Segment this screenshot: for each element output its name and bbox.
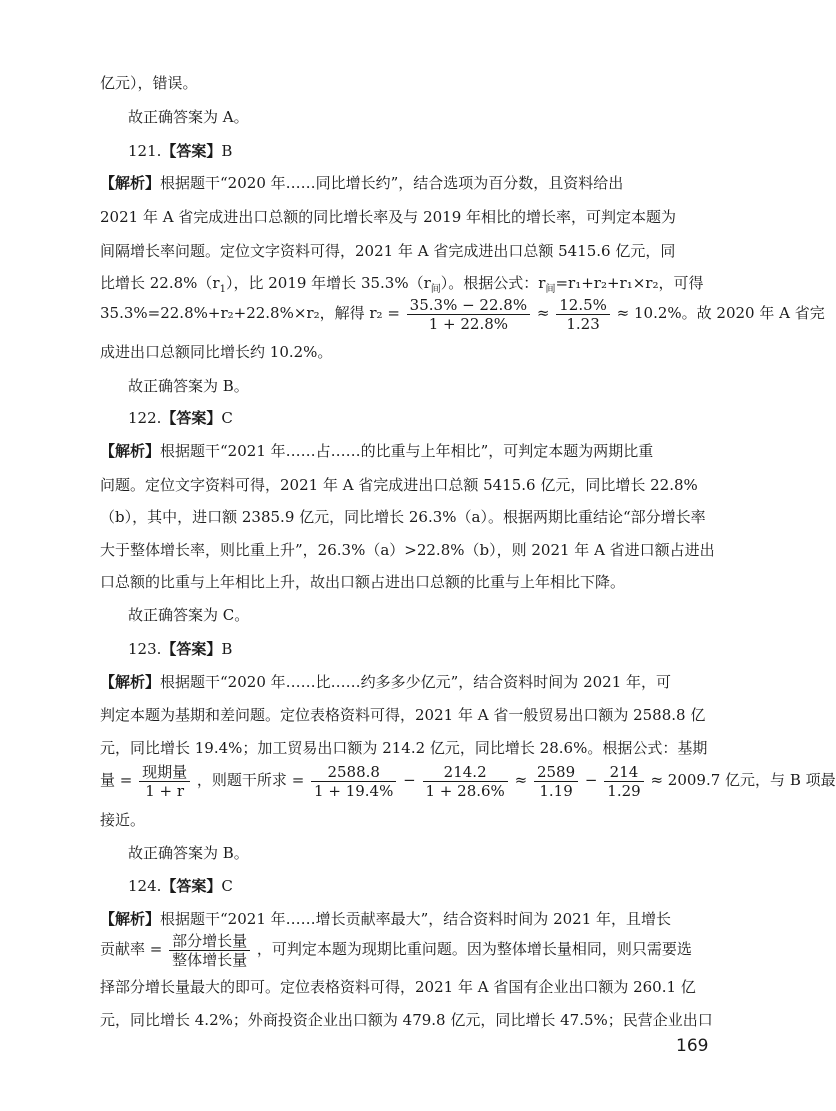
answer-letter: B [221,142,233,160]
paragraph-line: 间隔增长率问题。定位文字资料可得，2021 年 A 省完成进出口总额 5415.6 亿元，同 [100,242,676,260]
approx-sign: ≈ [514,771,528,789]
answer-tag: 【答案】 [161,877,222,895]
question-header-121 [128,141,232,161]
denominator: 整体增长量 [172,950,248,969]
page-number: 169 [676,1036,709,1056]
fraction [556,296,610,333]
answer-letter: C [221,409,233,427]
text-segment: =r₁+r₂+r₁×r₂，可得 [555,274,704,292]
explanation-line [100,441,653,461]
paragraph-line: 口总额的比重与上年相比上升，故出口额占进出口总额的比重与上年相比下降。 [100,573,626,591]
question-number: 122. [128,409,162,427]
answer-letter: C [221,877,233,895]
explanation-line [100,173,623,193]
fraction [139,763,190,800]
minus-sign: − [584,771,598,789]
paragraph-line: 接近。 [100,811,146,829]
denominator: 1.29 [607,781,641,800]
numerator: 部分增长量 [169,932,250,951]
explanation-text: 根据题干“2020 年……同比增长约”，结合选项为百分数，且资料给出 [160,174,624,192]
question-number: 121. [128,142,162,160]
text-segment: ）。根据公式：r [440,274,546,292]
explanation-text: 根据题干“2021 年……增长贡献率最大”，结合资料时间为 2021 年，且增长 [160,910,672,928]
explanation-text: 根据题干“2021 年……占……的比重与上年相比”，可判定本题为两期比重 [160,442,654,460]
subscript: 间 [545,284,556,295]
text-segment: ≈ 2009.7 亿元，与 B 项最 [650,771,836,789]
paragraph-line: 亿元），错误。 [100,74,198,92]
fraction [423,763,508,800]
numerator: 2588.8 [311,763,396,782]
paragraph-line: 问题。定位文字资料可得，2021 年 A 省完成进出口总额 5415.6 亿元，同比增长 22.8% [100,476,698,494]
fraction [311,763,396,800]
question-header-124 [128,876,233,896]
text-segment: ≈ 10.2%。故 2020 年 A 省完 [616,304,825,322]
question-number: 124. [128,877,162,895]
numerator: 2589 [534,763,578,782]
question-header-122 [128,408,233,428]
paragraph-line: 元，同比增长 19.4%；加工贸易出口额为 214.2 亿元，同比增长 28.6%。根据公式：基期 [100,739,708,757]
explanation-line [100,909,671,929]
paragraph-line: 元，同比增长 4.2%；外商投资企业出口额为 479.8 亿元，同比增长 47.5%；民营企业出口 [100,1011,713,1029]
answer-tag: 【答案】 [161,142,222,160]
answer-statement: 故正确答案为 B。 [128,844,249,862]
subscript: 1 [219,284,226,295]
question-header-123 [128,639,232,659]
formula-line [100,929,692,969]
formula-line [100,760,836,800]
numerator: 35.3% − 22.8% [407,296,530,315]
fraction [407,296,530,333]
minus-sign: − [403,771,416,789]
explanation-tag: 【解析】 [100,174,161,192]
numerator: 现期量 [139,763,190,782]
denominator: 1 + r [145,781,185,800]
paragraph-line: 成进出口总额同比增长约 10.2%。 [100,343,333,361]
text-segment: ，可判定本题为现期比重问题。因为整体增长量相同，则只需要选 [256,940,692,958]
answer-letter: B [221,640,233,658]
paragraph-line: 择部分增长量最大的即可。定位表格资料可得，2021 年 A 省国有企业出口额为 260.1 亿 [100,978,696,996]
formula-line [100,293,825,333]
paragraph-line: 大于整体增长率，则比重上升”，26.3%（a）>22.8%（b），则 2021 年 A 省进口额占进出 [100,541,715,559]
text-segment: 贡献率 = [100,940,163,958]
paragraph-line: 2021 年 A 省完成进出口总额的同比增长率及与 2019 年相比的增长率，可判定本题为 [100,208,677,226]
numerator: 214.2 [423,763,508,782]
approx-sign: ≈ [536,304,550,322]
answer-tag: 【答案】 [161,640,222,658]
denominator: 1 + 22.8% [428,314,509,333]
answer-statement: 故正确答案为 A。 [128,108,249,126]
answer-statement: 故正确答案为 C。 [128,606,250,624]
fraction [534,763,578,800]
text-segment: 量 = [100,771,133,789]
paragraph-line: 判定本题为基期和差问题。定位表格资料可得，2021 年 A 省一般贸易出口额为 2588.8 亿 [100,706,706,724]
denominator: 1 + 28.6% [425,781,505,800]
text-segment: 35.3%=22.8%+r₂+22.8%×r₂，解得 r₂ = [100,304,400,322]
numerator: 12.5% [556,296,610,315]
explanation-tag: 【解析】 [100,673,161,691]
denominator: 1 + 19.4% [314,781,394,800]
paragraph-line: （b），其中，进口额 2385.9 亿元，同比增长 26.3%（a）。根据两期比重结论“部分增长率 [100,508,706,526]
denominator: 1.23 [566,314,600,333]
text-segment: 比增长 22.8%（r [100,274,220,292]
fraction [169,932,250,969]
text-segment: ，则题干所求 = [196,771,305,789]
explanation-tag: 【解析】 [100,910,161,928]
subscript: 间 [430,284,441,295]
answer-tag: 【答案】 [161,409,222,427]
explanation-line [100,672,671,692]
question-number: 123. [128,640,162,658]
text-segment: ），比 2019 年增长 35.3%（r [225,274,431,292]
explanation-tag: 【解析】 [100,442,161,460]
denominator: 1.19 [539,781,573,800]
fraction [604,763,643,800]
answer-statement: 故正确答案为 B。 [128,377,249,395]
explanation-text: 根据题干“2020 年……比……约多多少亿元”，结合资料时间为 2021 年，可 [160,673,672,691]
numerator: 214 [604,763,643,782]
